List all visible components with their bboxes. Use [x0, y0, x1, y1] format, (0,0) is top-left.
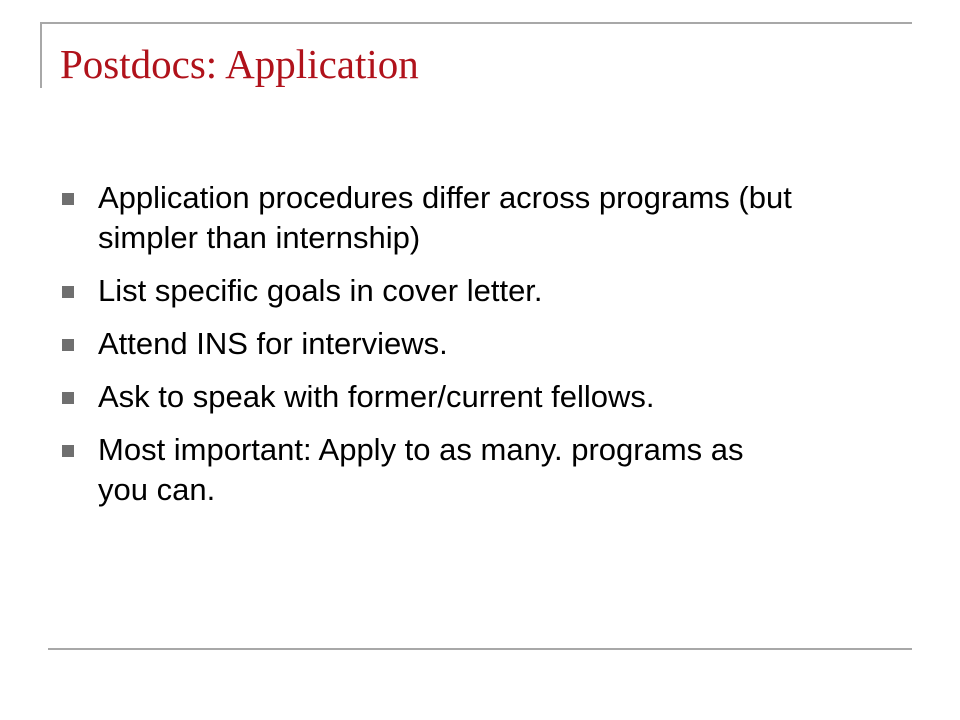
top-divider — [40, 22, 912, 24]
title-accent-rule — [40, 22, 42, 88]
bullet-item — [60, 324, 880, 364]
bullet-item — [60, 178, 880, 258]
bullet-text: Attend INS for interviews. — [98, 326, 448, 361]
square-bullet-icon — [62, 445, 74, 457]
square-bullet-icon — [62, 286, 74, 298]
square-bullet-icon — [62, 193, 74, 205]
bullet-item — [60, 271, 880, 311]
bullet-item — [60, 430, 880, 510]
square-bullet-icon — [62, 339, 74, 351]
bottom-divider — [48, 648, 912, 650]
bullet-text: Application procedures differ across programs (but simpler than internship) — [98, 180, 792, 255]
bullet-text: List specific goals in cover letter. — [98, 273, 543, 308]
slide-title: Postdocs: Application — [60, 41, 419, 87]
bullet-text: Most important: Apply to as many. programs as you can. — [98, 432, 744, 507]
square-bullet-icon — [62, 392, 74, 404]
bullet-item — [60, 377, 880, 417]
bullet-list — [60, 178, 880, 510]
bullet-text: Ask to speak with former/current fellows. — [98, 379, 655, 414]
